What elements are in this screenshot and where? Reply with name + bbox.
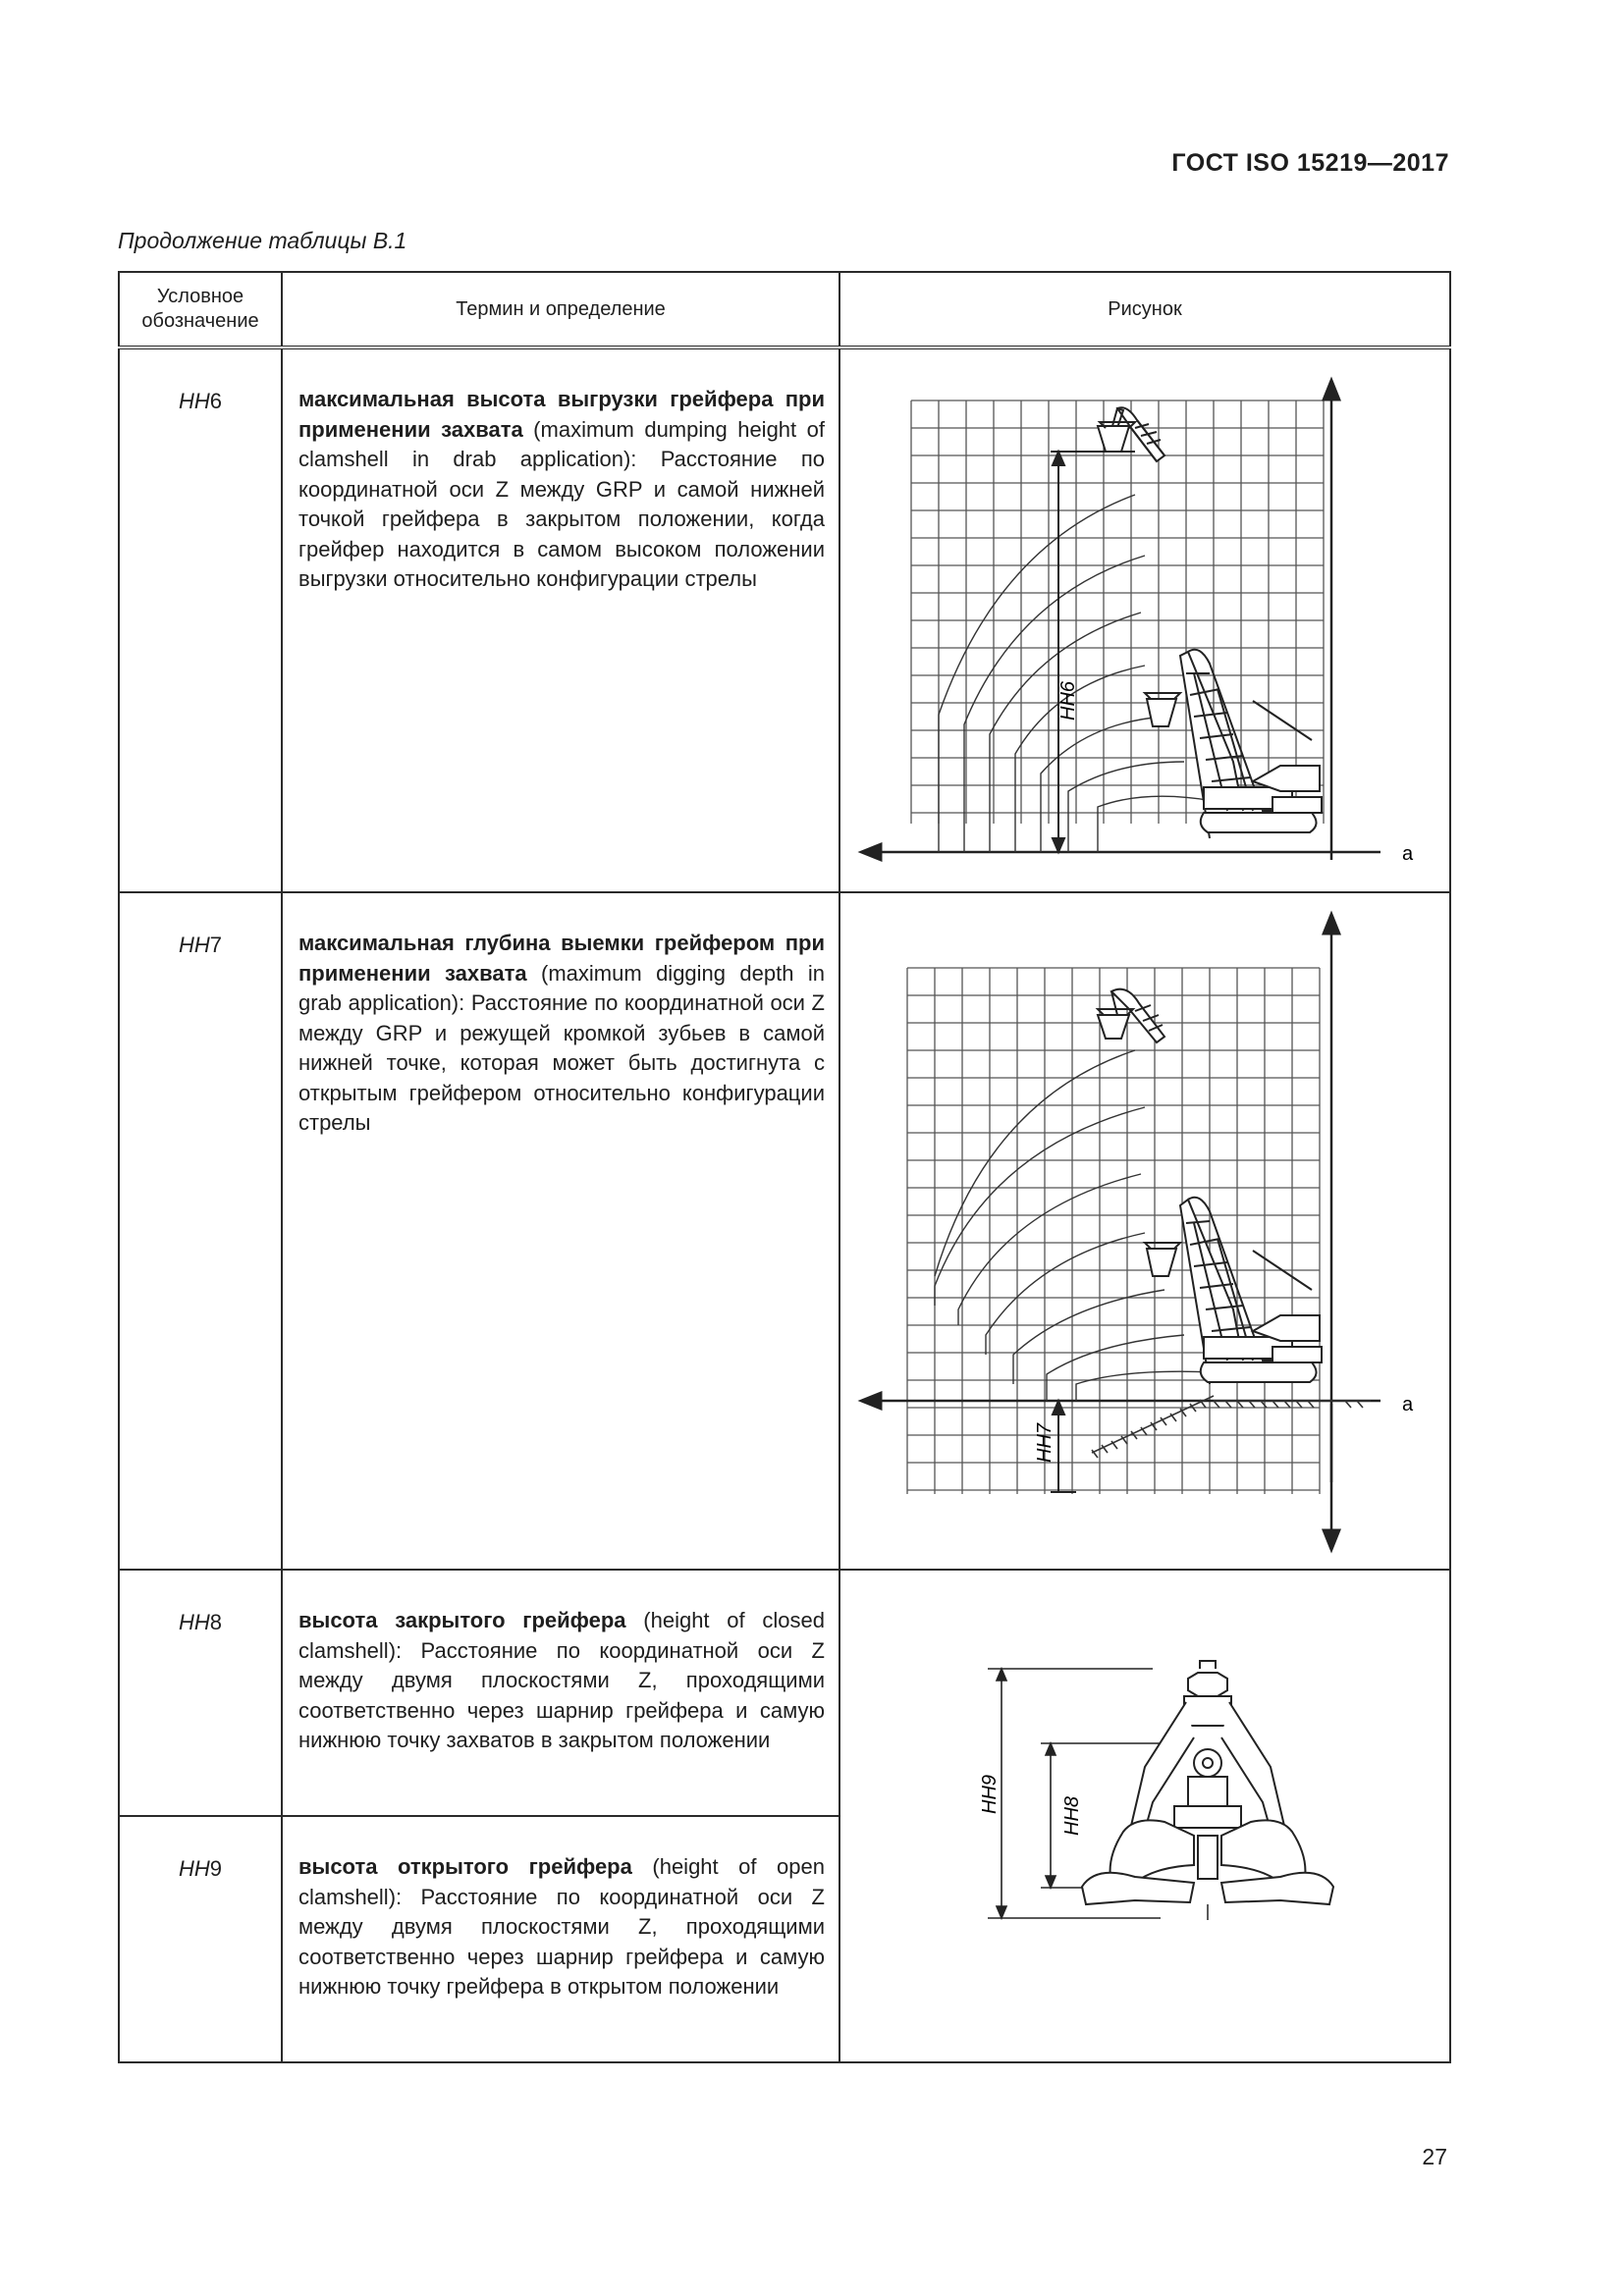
term-name: высота открытого грейфера <box>298 1854 632 1879</box>
symbol-cell: HH9 <box>119 1816 282 2062</box>
definition-cell <box>282 1816 839 2062</box>
clamshell-bucket <box>1082 1661 1333 1904</box>
ground-slope <box>1092 1396 1371 1458</box>
symbol-cell: HH8 <box>119 1570 282 1816</box>
crane-lower <box>1145 650 1322 838</box>
definition-cell <box>282 1570 839 1816</box>
header-figure: Рисунок <box>839 272 1450 347</box>
term-definition: (maximum digging depth in grab application): Расстояние по координатной оси Z между GRP и режущей кромкой зубьев в самой нижней точке, которая может быть достигнута с открытым грейфером относительно конфигурации стрелы <box>298 960 825 1135</box>
header-term: Термин и определение <box>282 272 839 347</box>
terms-table <box>118 271 1451 2063</box>
grid <box>911 400 1324 824</box>
term-definition: (height of open clamshell): Расстояние по координатной оси Z между двумя плоскостями Z, проходящими соответственно через шарнир грейфера и самую нижнюю точку грейфера в открытом положении <box>298 1854 825 1999</box>
table-header-row <box>119 272 1450 347</box>
reach-arcs <box>935 1050 1214 1401</box>
term-name: максимальная высота выгрузки грейфера при применении захвата <box>298 387 825 442</box>
symbol-cell: HH7 <box>119 892 282 1570</box>
term-definition: (maximum dumping height of clamshell in drab application): Расстояние по координатной оси Z между GRP и самой нижней точкой грейфера в закрытом положении, когда грейфер находится в самом высоком положении выгрузки относительно конфигурации стрелы <box>298 416 825 591</box>
grid <box>907 968 1320 1494</box>
table-row <box>119 892 1450 1570</box>
axis-label-a: a <box>1402 1394 1414 1415</box>
dimension-label-hh7: HH7 <box>1034 1422 1056 1464</box>
dimension-label-hh6: HH6 <box>1057 680 1079 721</box>
figure-cell <box>839 892 1450 1570</box>
page-number: 27 <box>1422 2144 1447 2169</box>
term-name: максимальная глубина выемки грейфером при применении захвата <box>298 931 825 986</box>
figure-cell <box>839 347 1450 892</box>
clamshell-diagram <box>840 1571 1447 2061</box>
symbol-cell: HH6 <box>119 347 282 892</box>
table-row <box>119 1570 1450 1816</box>
dimension-label-hh8: HH8 <box>1061 1795 1083 1837</box>
header-symbol: Условное обозначение <box>119 272 282 347</box>
table-continuation-caption: Продолжение таблицы В.1 <box>118 228 407 253</box>
figure-cell <box>839 1570 1450 2062</box>
definition-cell <box>282 892 839 1570</box>
document-standard-header: ГОСТ ISO 15219—2017 <box>1171 149 1449 177</box>
hh7-crane-diagram <box>840 893 1447 1569</box>
definition-cell <box>282 347 839 892</box>
crane-lower <box>1145 1198 1322 1384</box>
term-name: высота закрытого грейфера <box>298 1608 626 1632</box>
term-definition: (height of closed clamshell): Расстояние по координатной оси Z между двумя плоскостями Z, проходящими соответственно через шарнир грейфера и самую нижнюю точку захватов в закрытом положении <box>298 1608 825 1752</box>
table-row <box>119 347 1450 892</box>
dimension-label-hh9: HH9 <box>979 1774 1001 1815</box>
hh6-dimension <box>1051 452 1135 852</box>
hh6-crane-diagram <box>840 349 1447 891</box>
axis-label-a: a <box>1402 843 1414 865</box>
